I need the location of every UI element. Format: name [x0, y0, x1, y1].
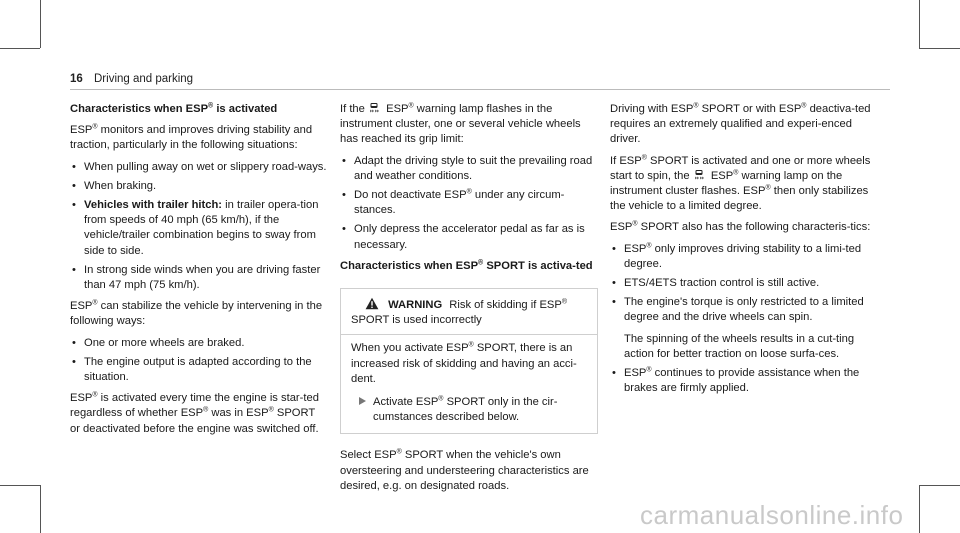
list-item: • Only depress the accelerator pedal as far as is necessary. [340, 222, 598, 252]
paragraph: Driving with ESP® SPORT or with ESP® deactiva-ted requires an extremely qualified and experi-enced driver. [610, 102, 871, 146]
watermark: carmanualsonline.info [640, 500, 904, 530]
list-item: • One or more wheels are braked. [70, 336, 328, 351]
paragraph: If ESP® SPORT is activated and one or more wheels start to spin, the ESP® warning lamp on the instrument cluster flashes. ESP® then only stabilizes the vehicle to a limited degree. [610, 153, 871, 213]
warning-label: WARNING [388, 299, 443, 312]
bullet-list [610, 366, 878, 396]
crop-mark [0, 48, 40, 49]
section-heading: Characteristics when ESP® SPORT is activa-ted [340, 259, 593, 272]
warning-box [340, 288, 598, 434]
list-item: • ETS/4ETS traction control is still active. [610, 276, 878, 291]
esp-skid-icon [368, 102, 380, 114]
action-arrow-icon [359, 397, 366, 405]
paragraph: ESP® SPORT also has the following characteris-tics: [610, 220, 871, 234]
list-item: • Adapt the driving style to suit the prevailing road and weather conditions. [340, 154, 598, 184]
list-item: • ESP® continues to provide assistance when the brakes are firmly applied. [610, 366, 878, 396]
warning-text: When you activate ESP® SPORT, there is an increased risk of skidding and having an acci-dent. [351, 341, 577, 385]
column-1 [70, 102, 328, 443]
crop-mark [919, 485, 960, 486]
warning-header: WARNING Risk of skidding if ESP® SPORT is used incorrectly [341, 289, 597, 335]
header-divider [70, 89, 890, 90]
crop-mark [40, 0, 41, 48]
paragraph: ESP® monitors and improves driving stability and traction, particularly in the following situations: [70, 123, 313, 152]
paragraph: Select ESP® SPORT when the vehicle's own oversteering and understeering characteristics are desired, e.g. on designated roads. [340, 448, 589, 492]
column-2 [340, 102, 598, 500]
list-item: • ESP® only improves driving stability to a limi-ted degree. [610, 242, 878, 272]
crop-mark [40, 485, 41, 533]
bullet-list [70, 160, 328, 294]
esp-skid-icon [693, 169, 705, 181]
warning-body [341, 335, 597, 433]
crop-mark [0, 485, 40, 486]
column-3 [610, 102, 878, 402]
paragraph: ESP® can stabilize the vehicle by intervening in the following ways: [70, 299, 323, 328]
section-title: Driving and parking [94, 73, 194, 85]
list-item: • Do not deactivate ESP® under any circum-stances. [340, 188, 598, 218]
crop-mark [919, 485, 920, 533]
paragraph: ESP® is activated every time the engine is star-ted regardless of whether ESP® was in ESP® SPORT or deactivated before the engine was switched off. [70, 391, 319, 435]
list-item: • The engine output is adapted according to the situation. [70, 355, 328, 385]
list-item: • In strong side winds when you are driving faster than 47 mph (75 km/h). [70, 263, 328, 293]
bullet-list [340, 154, 598, 253]
warning-triangle-icon [365, 297, 379, 310]
crop-mark [919, 48, 960, 49]
list-item: • When braking. [70, 179, 328, 194]
sub-paragraph: The spinning of the wheels results in a cut-ting action for better traction on loose surfa-ces. [624, 332, 855, 360]
section-heading: Characteristics when ESP® is activated [70, 102, 278, 115]
crop-mark [919, 0, 920, 48]
list-item: • When pulling away on wet or slippery road-ways. [70, 160, 328, 175]
page-number: 16 [70, 73, 83, 85]
list-item: • Vehicles with trailer hitch: in trailer opera-tion from speeds of 40 mph (65 km/h), if the vehicle/trailer combination begins to sway from side to side. [70, 198, 328, 259]
paragraph: If the ESP® warning lamp flashes in the instrument cluster, one or several vehicle wheels has reached its grip limit: [340, 102, 581, 146]
warning-action: Activate ESP® SPORT only in the cir-cumstances described below. [351, 395, 587, 425]
list-item: • The engine's torque is only restricted to a limited degree and the drive wheels can spin. [610, 295, 878, 325]
page-header [70, 73, 193, 85]
bullet-list [70, 336, 328, 386]
bullet-list [610, 242, 878, 326]
